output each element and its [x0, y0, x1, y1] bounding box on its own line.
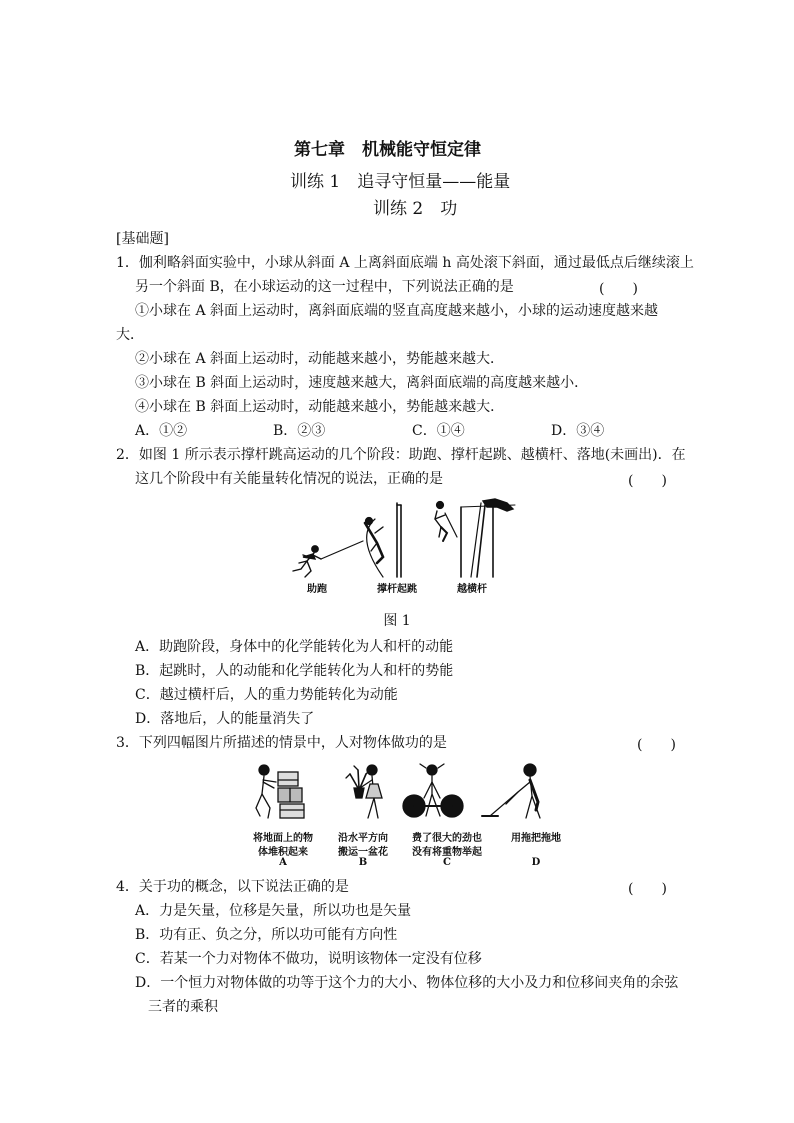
q4-option-d: D．一个恒力对物体做的功等于这个力的大小、物体位移的大小及力和位移间夹角的余弦 [135, 975, 679, 991]
pole-vault-figure [285, 497, 525, 579]
q1-statement-1-cont: 大． [116, 327, 144, 343]
takeoff-figure [365, 503, 401, 577]
q3-pic-b-line1: 沿水平方向 [338, 833, 388, 844]
chapter-title: 第七章 机械能守恒定律 [294, 140, 481, 160]
q2-answer-paren: ( ) [628, 473, 667, 489]
q3-stem: 3．下列四幅图片所描述的情景中，人对物体做功的是 [116, 735, 447, 751]
q1-statement-1: ①小球在 A 斜面上运动时，离斜面底端的竖直高度越来越小，小球的运动速度越来越 [135, 303, 659, 319]
q1-option-c: C．①④ [412, 423, 465, 439]
scene-c-lifting-barbell [403, 764, 463, 817]
scene-d-mopping-floor [482, 764, 540, 818]
q3-pic-d-letter: D [531, 857, 541, 868]
q1-statement-2: ②小球在 A 斜面上运动时，动能越来越小，势能越来越大． [135, 351, 505, 367]
q4-option-a: A．力是矢量，位移是矢量，所以功也是矢量 [135, 903, 412, 919]
q1-option-b: B．②③ [273, 423, 326, 439]
q3-pic-a-line1: 将地面上的物 [253, 833, 313, 844]
q1-statement-3: ③小球在 B 斜面上运动时，速度越来越大，离斜面底端的高度越来越小． [135, 375, 589, 391]
q4-option-c: C．若某一个力对物体不做功，说明该物体一定没有位移 [135, 951, 482, 967]
fig1-label-clear: 越横杆 [457, 584, 487, 595]
work-scenes-figure [250, 758, 570, 828]
q2-stem-line2: 这几个阶段中有关能量转化情况的说法，正确的是 [135, 471, 443, 487]
q1-option-d: D．③④ [551, 423, 605, 439]
q2-option-c: C．越过横杆后，人的重力势能转化为动能 [135, 687, 398, 703]
q3-answer-paren: ( ) [637, 737, 676, 753]
q3-pic-d-line1: 用拖把拖地 [511, 833, 561, 844]
q4-stem: 4．关于功的概念，以下说法正确的是 [116, 879, 349, 895]
q3-pic-c-letter: C [443, 857, 451, 868]
q3-pic-a-letter: A [279, 857, 287, 868]
bar-clearance-figure [435, 499, 515, 577]
q1-stem-line1: 1．伽利略斜面实验中，小球从斜面 A 上离斜面底端 h 高处滚下斜面，通过最低点后继续滚上 [116, 255, 694, 271]
q3-pic-b-letter: B [358, 857, 368, 868]
q2-option-a: A．助跑阶段，身体中的化学能转化为人和杆的动能 [135, 639, 454, 655]
q1-stem-line2: 另一个斜面 B，在小球运动的这一过程中，下列说法正确的是 [135, 279, 514, 295]
q3-pic-c-line2: 没有将重物举起 [412, 847, 482, 858]
q1-statement-4: ④小球在 B 斜面上运动时，动能越来越小，势能越来越大． [135, 399, 505, 415]
q4-option-b: B．功有正、负之分，所以功可能有方向性 [135, 927, 398, 943]
q3-pic-b-line2: 搬运一盆花 [338, 847, 388, 858]
q4-option-d-cont: 三者的乘积 [148, 999, 218, 1015]
q1-option-a: A．①② [135, 423, 188, 439]
q2-stem-line1: 2．如图 1 所示表示撑杆跳高运动的几个阶段：助跑、撑杆起跳、越横杆、落地(未画出)．在 [116, 447, 686, 463]
q2-option-d: D．落地后，人的能量消失了 [135, 711, 315, 727]
q2-option-b: B．起跳时，人的动能和化学能转化为人和杆的势能 [135, 663, 454, 679]
q3-pic-a-line2: 体堆积起来 [258, 847, 308, 858]
lesson2-title: 训练 2 功 [373, 199, 458, 219]
q1-answer-paren: ( ) [599, 281, 638, 297]
q3-pic-c-line1: 费了很大的劲也 [412, 833, 482, 844]
fig1-label-takeoff: 撑杆起跳 [377, 584, 417, 595]
scene-a-stacking-boxes [256, 765, 304, 818]
scene-b-carrying-flowerpot [346, 765, 382, 818]
fig1-caption: 图 1 [383, 613, 411, 629]
section-label: [基础题] [116, 231, 169, 247]
fig1-label-run: 助跑 [307, 584, 327, 595]
q4-answer-paren: ( ) [628, 881, 667, 897]
runner-figure [293, 541, 363, 577]
lesson1-title: 训练 1 追寻守恒量——能量 [290, 172, 511, 192]
